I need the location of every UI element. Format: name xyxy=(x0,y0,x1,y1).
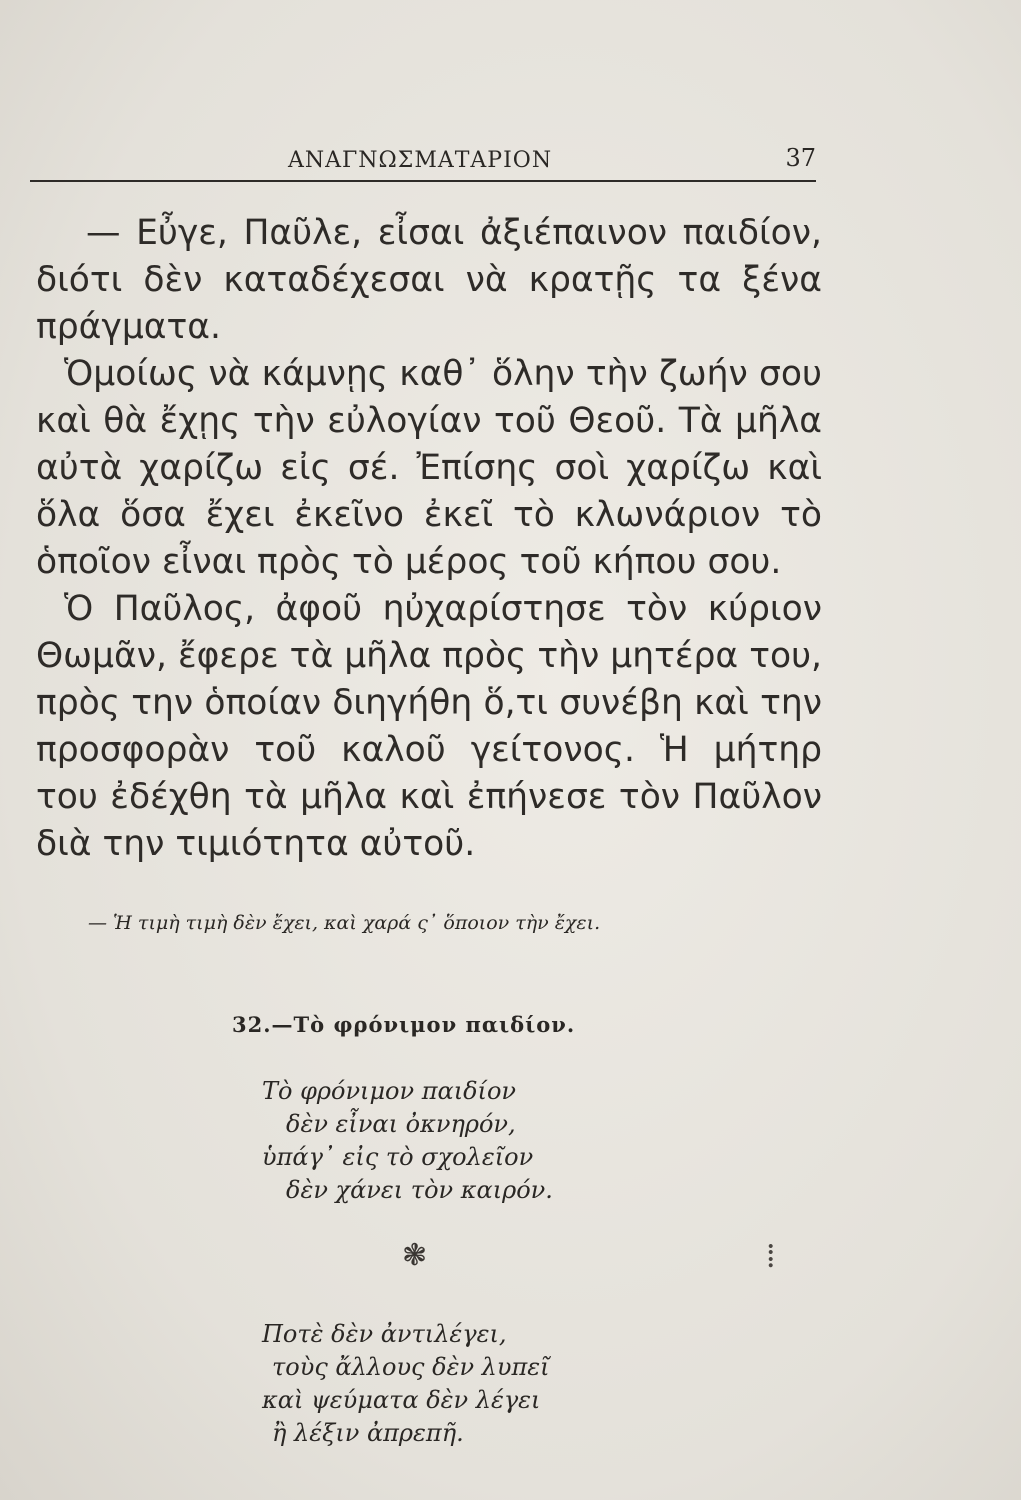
paragraph-2: Ὁμοίως νὰ κάμνῃς καθ᾽ ὅλην τὴν ζωήν σου καὶ θὰ ἔχῃς τὴν εὐλογίαν τοῦ Θεοῦ. Τὰ μῆλα αὐτὰ χαρίζω εἰς σέ. Ἐπίσης σοὶ χαρίζω καὶ ὅλα ὅσα ἔχει ἐκεῖνο ἐκεῖ τὸ κλωνάριον τὸ ὁποῖον εἶναι πρὸς τὸ μέρος τοῦ κήπου σου. xyxy=(36,354,822,582)
margin-mark: ⁞ xyxy=(766,1236,776,1276)
poem-line: Ποτὲ δὲν ἀντιλέγει, xyxy=(262,1320,507,1348)
page-header xyxy=(30,140,816,180)
poem-stanza-2 xyxy=(262,1318,550,1450)
poem-line: δὲν χάνει τὸν καιρόν. xyxy=(286,1176,553,1204)
story-text xyxy=(36,210,822,868)
ornament-icon: ❃ xyxy=(402,1238,428,1273)
poem-line: Τὸ φρόνιμον παιδίον xyxy=(262,1077,517,1105)
page-number: 37 xyxy=(785,144,816,172)
poem-stanza-1 xyxy=(262,1075,553,1207)
proverb: — Ἡ τιμὴ τιμὴ δὲν ἔχει, καὶ χαρά ς᾽ ὅποιον τὴν ἔχει. xyxy=(88,912,601,934)
paragraph-3: Ὁ Παῦλος, ἀφοῦ ηὐχαρίστησε τὸν κύριον Θωμᾶν, ἔφερε τὰ μῆλα πρὸς τὴν μητέρα του, πρὸς την ὁποίαν διηγήθη ὅ,τι συνέβη καὶ την προσφορὰν τοῦ καλοῦ γείτονος. Ἡ μήτηρ του ἐδέχθη τὰ μῆλα καὶ ἐπήνεσε τὸν Παῦλον διὰ την τιμιότητα αὐτοῦ. xyxy=(36,589,822,864)
poem-line: δὲν εἶναι ὀκνηρόν, xyxy=(286,1110,516,1138)
running-title: ΑΝΑΓΝΩΣΜΑΤΑΡΙΟΝ xyxy=(288,148,553,173)
poem-line: ὑπάγ᾽ εἰς τὸ σχολεῖον xyxy=(262,1143,534,1171)
poem-line: τοὺς ἄλλους δὲν λυπεῖ xyxy=(272,1353,550,1381)
poem-line: ἢ λέξιν ἀπρεπῆ. xyxy=(272,1419,464,1447)
paragraph-1: — Εὖγε, Παῦλε, εἶσαι ἀξιέπαινον παιδίον, διότι δὲν καταδέχεσαι νὰ κρατῇς τα ξένα πράγματα. xyxy=(36,213,822,347)
poem-line: καὶ ψεύματα δὲν λέγει xyxy=(262,1386,541,1414)
header-rule xyxy=(30,180,816,182)
section-title: 32.—Τὸ φρόνιμον παιδίον. xyxy=(232,1012,576,1037)
